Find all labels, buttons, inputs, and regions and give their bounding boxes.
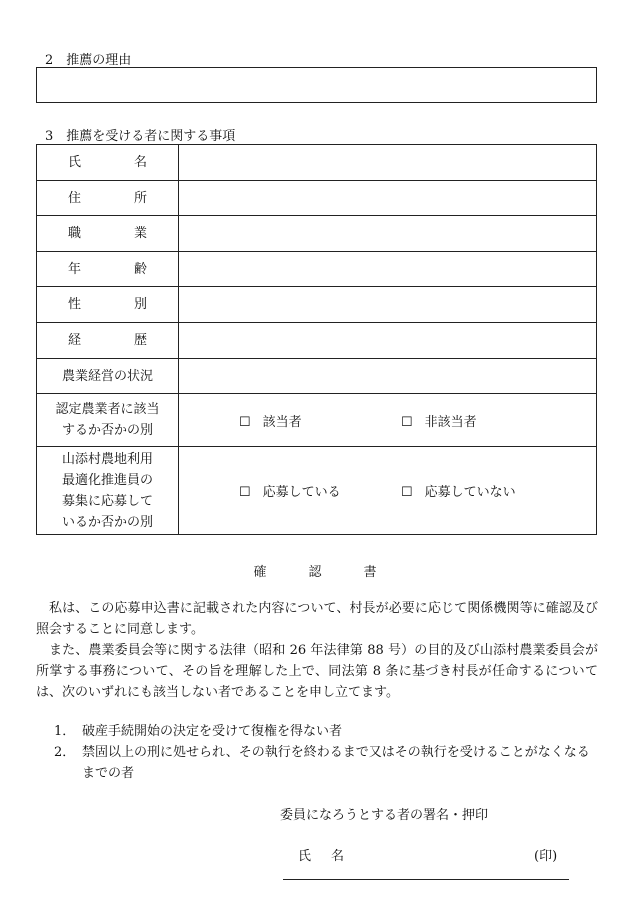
label-career-char2: 歴 xyxy=(133,333,147,348)
table-row xyxy=(37,359,597,394)
section3-heading: 3 推薦を受ける者に関する事項 xyxy=(45,129,236,144)
nominee-info-table xyxy=(36,144,597,535)
signature-name-char1: 氏 xyxy=(298,849,312,864)
confirmation-paragraph-1: 私は、この応募申込書に記載された内容について、村長が必要に応じて関係機関等に確認及び照会することに同意します。 xyxy=(36,601,598,637)
label-certified-line2: するか否かの別 xyxy=(61,423,153,438)
address-field[interactable] xyxy=(179,181,597,216)
certified-no-option[interactable] xyxy=(401,411,563,430)
label-promoter-line3: 募集に応募して xyxy=(61,493,153,509)
gender-field[interactable] xyxy=(179,287,597,323)
age-field[interactable] xyxy=(179,252,597,287)
table-row xyxy=(37,447,597,535)
table-row xyxy=(37,252,597,287)
applied-no-option[interactable] xyxy=(401,481,563,500)
signature-caption: 委員になろうとする者の署名・押印 xyxy=(280,808,489,823)
label-occupation-char2: 業 xyxy=(133,226,147,241)
label-name-char2: 名 xyxy=(133,155,147,170)
career-field[interactable] xyxy=(179,323,597,359)
label-address-char1: 住 xyxy=(68,190,82,206)
checkbox-icon[interactable]: ☐ xyxy=(239,485,251,500)
label-promoter-line1: 山添村農地利用 xyxy=(61,451,153,467)
item-number: 1． xyxy=(54,724,76,739)
item-text: 破産手続開始の決定を受けて復権を得ない者 xyxy=(82,724,343,739)
label-farm-status: 農業経営の状況 xyxy=(37,359,179,394)
item-number: 2． xyxy=(54,745,76,760)
confirmation-title-char2: 認 xyxy=(308,565,322,580)
table-row xyxy=(37,287,597,323)
confirmation-paragraph-2: また、農業委員会等に関する法律（昭和 26 年法律第 88 号）の目的及び山添村農業委員会が所掌する事務について、その旨を理解した上で、同法第 8 条に基づき村長が任命するについては、次のいずれにも該当しない者であることを申し立てます。 xyxy=(36,643,598,700)
label-gender-char2: 別 xyxy=(133,297,147,312)
label-promoter-line2: 最適化推進員の xyxy=(61,472,153,488)
checkbox-icon[interactable]: ☐ xyxy=(401,485,413,500)
label-name-char1: 氏 xyxy=(68,155,82,170)
reason-field[interactable] xyxy=(36,67,597,103)
label-address-char2: 所 xyxy=(133,190,147,206)
certified-yes-label: 該当者 xyxy=(262,414,302,430)
confirmation-title-char1: 確 xyxy=(253,565,267,580)
signature-name-char2: 名 xyxy=(331,849,345,864)
item-text: 禁固以上の刑に処せられ、その執行を終わるまで又はその執行を受けることがなくなるまでの者 xyxy=(82,745,590,781)
table-row xyxy=(37,181,597,216)
checkbox-icon[interactable]: ☐ xyxy=(401,414,413,430)
certified-yes-option[interactable] xyxy=(239,411,401,430)
applied-yes-option[interactable] xyxy=(239,481,401,500)
list-item xyxy=(54,721,594,742)
label-career-char1: 経 xyxy=(68,333,82,348)
confirmation-title-char3: 書 xyxy=(363,565,377,580)
label-occupation-char1: 職 xyxy=(68,226,82,241)
signature-line[interactable] xyxy=(283,879,569,880)
applied-no-label: 応募していない xyxy=(424,485,516,500)
farm-status-field[interactable] xyxy=(179,359,597,394)
table-row xyxy=(37,145,597,181)
label-age-char2: 齢 xyxy=(133,261,147,277)
label-promoter-line4: いるか否かの別 xyxy=(61,514,153,530)
confirmation-title xyxy=(0,561,630,580)
name-field[interactable] xyxy=(179,145,597,181)
applied-yes-label: 応募している xyxy=(262,485,341,500)
label-gender-char1: 性 xyxy=(68,297,82,312)
occupation-field[interactable] xyxy=(179,216,597,252)
certified-no-label: 非該当者 xyxy=(424,414,477,430)
label-certified-line1: 認定農業者に該当 xyxy=(55,402,160,417)
table-row xyxy=(37,216,597,252)
table-row xyxy=(37,323,597,359)
signature-name-label xyxy=(298,845,364,864)
table-row xyxy=(37,394,597,447)
checkbox-icon[interactable]: ☐ xyxy=(239,414,251,430)
list-item xyxy=(54,742,594,784)
label-age-char1: 年 xyxy=(68,261,82,277)
seal-mark: (印) xyxy=(534,849,558,864)
section2-heading: 2 推薦の理由 xyxy=(45,53,132,68)
